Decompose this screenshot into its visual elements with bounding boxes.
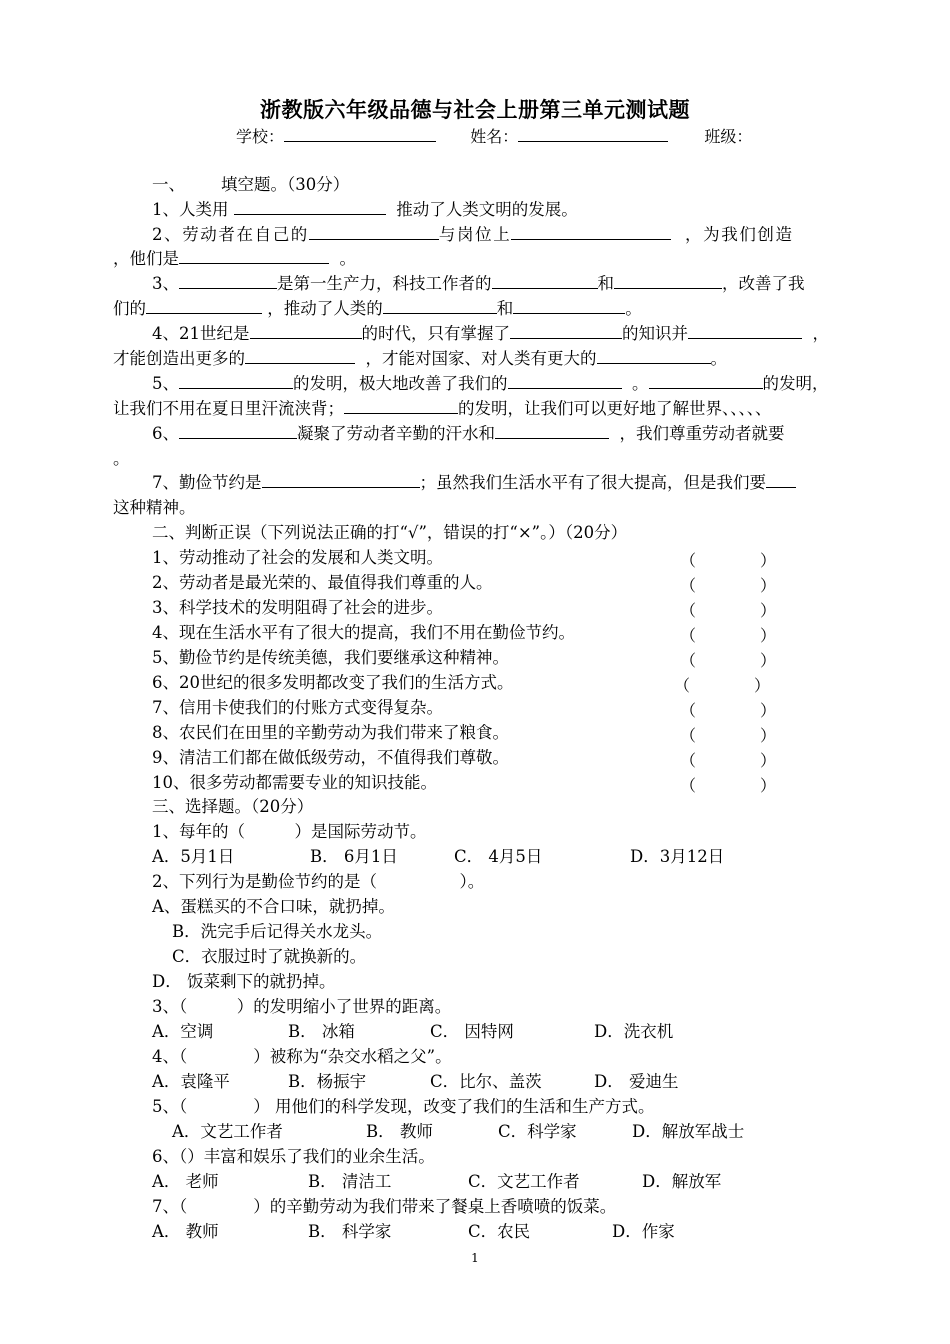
blank[interactable]	[262, 473, 420, 488]
blank[interactable]	[688, 324, 802, 339]
option-d[interactable]: D． 爱迪生	[594, 1072, 679, 1091]
answer-paren-close: ）	[760, 601, 777, 620]
name-blank[interactable]	[518, 127, 668, 142]
answer-paren-open[interactable]: （	[680, 701, 697, 720]
fill-q3-line1: 3、 是第一生产力，科技工作者的 和 ，改善了我	[152, 274, 805, 293]
blank[interactable]	[179, 274, 277, 289]
judge-item	[152, 672, 514, 694]
choice-q2-option-b[interactable]: B．洗完手后记得关水龙头。	[172, 922, 383, 941]
judge-item-text: 8、农民们在田里的辛勤劳动为我们带来了粮食。	[152, 723, 509, 742]
fill-q6-line1: 6、 凝聚了劳动者辛勤的汗水和 ，我们尊重劳动者就要	[152, 424, 785, 443]
answer-paren-close: ）	[760, 726, 777, 745]
choice-q2-option-d[interactable]: D． 饭菜剩下的就扔掉。	[152, 972, 336, 991]
answer-paren-close: ）	[760, 551, 777, 570]
blank[interactable]	[309, 225, 439, 240]
answer-paren-close: ）	[760, 626, 777, 645]
option-b[interactable]: B． 6月1日	[310, 847, 398, 866]
judge-item	[152, 597, 443, 619]
fill-q4-line2: 才能创造出更多的 ，才能对国家、对人类有更大的 。	[113, 349, 727, 368]
judge-item-text: 7、信用卡使我们的付账方式变得复杂。	[152, 698, 443, 717]
choice-q1: 1、每年的（ ）是国际劳动节。	[152, 822, 427, 841]
section3-heading: 三、选择题。（20分）	[152, 797, 314, 816]
answer-paren-open[interactable]: （	[680, 576, 697, 595]
option-a[interactable]: A．文艺工作者	[172, 1122, 283, 1141]
blank[interactable]	[179, 249, 329, 264]
blank[interactable]	[492, 274, 598, 289]
blank[interactable]	[146, 299, 262, 314]
option-c[interactable]: C．科学家	[498, 1122, 577, 1141]
option-a[interactable]: A．空调	[152, 1022, 214, 1041]
school-blank[interactable]	[284, 127, 436, 142]
blank[interactable]	[513, 299, 625, 314]
answer-paren-close: ）	[760, 776, 777, 795]
page-title: 浙教版六年级品德与社会上册第三单元测试题	[260, 98, 690, 122]
section1-heading: 一、 填空题。（30分）	[152, 175, 350, 194]
blank[interactable]	[597, 349, 711, 364]
answer-paren-close: ）	[760, 576, 777, 595]
school-label: 学校：	[236, 127, 285, 146]
blank[interactable]	[344, 399, 458, 414]
option-b[interactable]: B．杨振宇	[288, 1072, 367, 1091]
option-d[interactable]: D．解放军	[642, 1172, 722, 1191]
blank[interactable]	[245, 349, 355, 364]
answer-paren-open[interactable]: （	[680, 551, 697, 570]
judge-item	[152, 722, 509, 744]
answer-paren-open[interactable]: （	[680, 776, 697, 795]
judge-item	[152, 697, 443, 719]
option-a[interactable]: A．袁隆平	[152, 1072, 230, 1091]
answer-paren-close: ）	[754, 676, 771, 695]
option-a[interactable]: A．5月1日	[152, 847, 235, 866]
fill-q7-line1: 7、勤俭节约是 ；虽然我们生活水平有了很大提高，但是我们要	[152, 472, 796, 494]
choice-q4: 4、（ ）被称为“杂交水稻之父”。	[152, 1047, 452, 1066]
judge-item-text: 3、科学技术的发明阻碍了社会的进步。	[152, 598, 443, 617]
blank[interactable]	[179, 374, 293, 389]
judge-item	[152, 572, 493, 594]
fill-q4-line1: 4、21世纪是 的时代，只有掌握了 的知识并 ，	[152, 324, 829, 343]
option-b[interactable]: B． 清洁工	[308, 1172, 392, 1191]
judge-item-text: 5、勤俭节约是传统美德，我们要继承这种精神。	[152, 648, 509, 667]
answer-paren-open[interactable]: （	[680, 626, 697, 645]
judge-item-text: 1、劳动推动了社会的发展和人类文明。	[152, 548, 443, 567]
answer-paren-open[interactable]: （	[680, 751, 697, 770]
answer-paren-close: ）	[760, 651, 777, 670]
option-d[interactable]: D．3月12日	[630, 847, 725, 866]
section2-heading: 二、判断正误（下列说法正确的打“√”，错误的打“×”。）（20分）	[152, 523, 628, 542]
student-info-line	[236, 124, 752, 147]
fill-q6-line2: 。	[113, 449, 130, 468]
fill-q1: 1、人类用 推动了人类文明的发展。	[152, 200, 578, 219]
blank[interactable]	[766, 473, 796, 488]
judge-item-text: 10、很多劳动都需要专业的知识技能。	[152, 773, 437, 792]
option-c[interactable]: C．文艺工作者	[468, 1172, 580, 1191]
choice-q2: 2、下列行为是勤俭节约的是（ ）。	[152, 872, 485, 891]
answer-paren-close: ）	[760, 701, 777, 720]
class-label: 班级：	[704, 127, 753, 146]
blank[interactable]	[508, 374, 622, 389]
choice-q5: 5、（ ） 用他们的科学发现，改变了我们的生活和生产方式。	[152, 1097, 655, 1116]
fill-q2-line2: ，他们是 。	[113, 249, 356, 268]
fill-q3-line2: 们的 ，推动了人类的 和 。	[113, 299, 642, 318]
blank[interactable]	[511, 225, 671, 240]
blank[interactable]	[250, 324, 362, 339]
fill-q7-line2: 这种精神。	[113, 498, 196, 517]
option-d[interactable]: D．解放军战士	[632, 1122, 745, 1141]
name-label: 姓名：	[470, 127, 519, 146]
blank[interactable]	[383, 299, 497, 314]
blank[interactable]	[614, 274, 722, 289]
option-b[interactable]: B． 教师	[366, 1122, 433, 1141]
answer-paren-open[interactable]: （	[674, 676, 691, 695]
option-d[interactable]: D．洗衣机	[594, 1022, 674, 1041]
judge-item	[152, 747, 509, 769]
blank[interactable]	[179, 424, 297, 439]
option-c[interactable]: C．比尔、盖茨	[430, 1072, 542, 1091]
answer-paren-open[interactable]: （	[680, 726, 697, 745]
answer-paren-open[interactable]: （	[680, 651, 697, 670]
blank[interactable]	[649, 374, 763, 389]
blank[interactable]	[495, 424, 609, 439]
judge-item-text: 2、劳动者是最光荣的、最值得我们尊重的人。	[152, 573, 493, 592]
option-c[interactable]: C． 因特网	[430, 1022, 514, 1041]
judge-item	[152, 772, 437, 794]
choice-q7: 7、（ ）的辛勤劳动为我们带来了餐桌上香喷喷的饭菜。	[152, 1197, 617, 1216]
fill-q2-line1: 2、劳动者在自己的 与岗位上 ，为我们创造	[152, 225, 794, 244]
option-c[interactable]: C． 4月5日	[454, 847, 543, 866]
choice-q3: 3、（ ）的发明缩小了世界的距离。	[152, 997, 452, 1016]
answer-paren-close: ）	[760, 751, 777, 770]
judge-item	[152, 622, 575, 644]
judge-item-text: 4、现在生活水平有了很大的提高，我们不用在勤俭节约。	[152, 623, 575, 642]
answer-paren-open[interactable]: （	[680, 601, 697, 620]
option-a[interactable]: A． 老师	[152, 1172, 219, 1191]
page-number: 1	[471, 1251, 479, 1265]
judge-item-text: 6、20世纪的很多发明都改变了我们的生活方式。	[152, 673, 514, 692]
choice-q2-option-a[interactable]: A、蛋糕买的不合口味，就扔掉。	[152, 897, 395, 916]
option-b[interactable]: B． 科学家	[308, 1222, 392, 1241]
choice-q2-option-c[interactable]: C．衣服过时了就换新的。	[172, 947, 367, 966]
option-a[interactable]: A． 教师	[152, 1222, 219, 1241]
judge-item	[152, 547, 443, 569]
judge-item-text: 9、清洁工们都在做低级劳动，不值得我们尊敬。	[152, 748, 509, 767]
fill-q5-line1: 5、 的发明，极大地改善了我们的 。 的发明，	[152, 374, 829, 393]
judge-item	[152, 647, 509, 669]
blank[interactable]	[234, 200, 386, 215]
option-b[interactable]: B． 冰箱	[288, 1022, 355, 1041]
option-d[interactable]: D．作家	[612, 1222, 675, 1241]
fill-q5-line2: 让我们不用在夏日里汗流浃背； 的发明，让我们可以更好地了解世界、、、、、	[113, 399, 772, 418]
blank[interactable]	[510, 324, 622, 339]
option-c[interactable]: C．农民	[468, 1222, 531, 1241]
choice-q6: 6、（）丰富和娱乐了我们的业余生活。	[152, 1147, 435, 1166]
